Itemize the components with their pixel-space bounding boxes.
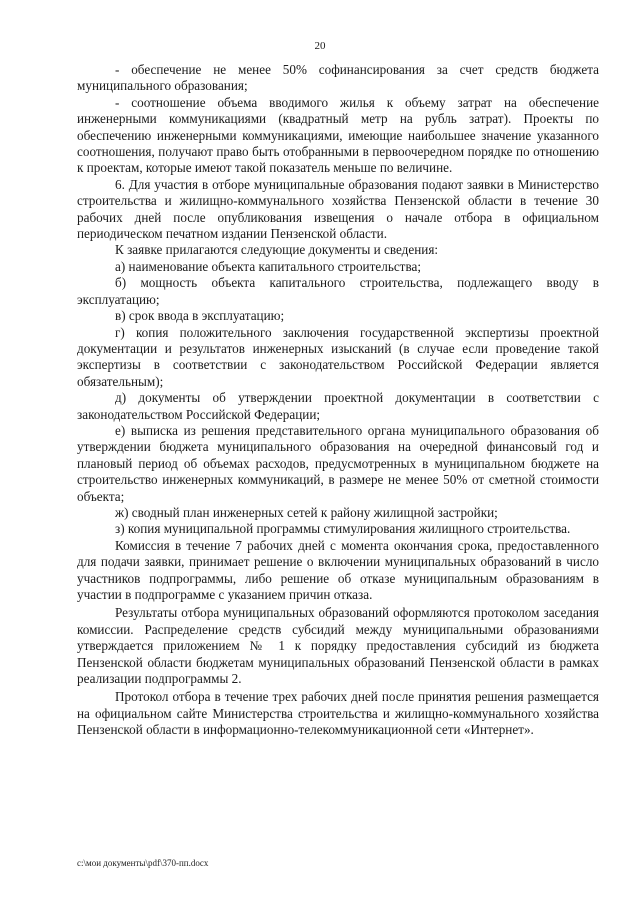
paragraph: Комиссия в течение 7 рабочих дней с момента окончания срока, предоставленного для подачи заявки, принимает решение о включении муниципальных образований в число участников подпрограммы, либо решение об отказе муниципальным образованиям в участии в подпрограмме с указанием причин отказа. — [77, 537, 599, 602]
paragraph: - соотношение объема вводимого жилья к объему затрат на обеспечение инженерными коммуникациями (квадратный метр на рубль затрат). Проекты по обеспечению инженерными коммуникациями, имеющие наибольшее значение указанного соотношения, получают право быть отобранными в первоочередном порядке по отношению к проектам, которые имеют такой показатель меньше по величине. — [77, 94, 599, 176]
paragraph: е) выписка из решения представительного органа муниципального образования об утверждении бюджета муниципального образования на очередной финансовый год и плановый период об объемах расходов, предусмотренных в муниципальном бюджете на строительство инженерных коммуникаций, в размере не менее 50% от сметной стоимости объекта; — [77, 422, 599, 504]
paragraph: 6. Для участия в отборе муниципальные образования подают заявки в Министерство строительства и жилищно-коммунального хозяйства Пензенской области в течение 30 рабочих дней после опубликования извещения о начале отбора в официальном периодическом печатном издании Пензенской области. — [77, 176, 599, 242]
paragraph: в) срок ввода в эксплуатацию; — [115, 308, 285, 324]
paragraph: г) копия положительного заключения государственной экспертизы проектной документации и результатов инженерных изысканий (в случае если проведение такой экспертизы в соответствии с законодательством Российской Федерации является обязательным); — [77, 324, 599, 389]
paragraph: К заявке прилагаются следующие документы и сведения: — [115, 242, 439, 258]
footer-file-path: c:\мои документы\pdf\370-пп.docx — [77, 858, 209, 868]
document-body — [77, 62, 599, 739]
paragraph: а) наименование объекта капитального строительства; — [115, 258, 422, 274]
paragraph: Результаты отбора муниципальных образований оформляются протоколом заседания комиссии. Распределение средств субсидий между муниципальными образованиями утверждается приложением № 1 к порядку предоставления субсидий из бюджета Пензенской области бюджетам муниципальных образований Пензенской области в рамках реализации подпрограммы 2. — [77, 605, 599, 687]
paragraph: з) копия муниципальной программы стимулирования жилищного строительства. — [115, 521, 571, 537]
paragraph: д) документы об утверждении проектной документации в соответствии с законодательством Российской Федерации; — [77, 390, 599, 422]
page-number: 20 — [314, 40, 326, 52]
paragraph: ж) сводный план инженерных сетей к району жилищной застройки; — [115, 504, 498, 520]
paragraph: - обеспечение не менее 50% софинансирования за счет средств бюджета муниципального образования; — [77, 62, 599, 94]
paragraph: Протокол отбора в течение трех рабочих дней после принятия решения размещается на официальном сайте Министерства строительства и жилищно-коммунального хозяйства Пензенской области в информационно-телекоммуникационной сети «Интернет». — [77, 689, 599, 738]
paragraph: б) мощность объекта капитального строительства, подлежащего вводу в эксплуатацию; — [77, 275, 599, 307]
